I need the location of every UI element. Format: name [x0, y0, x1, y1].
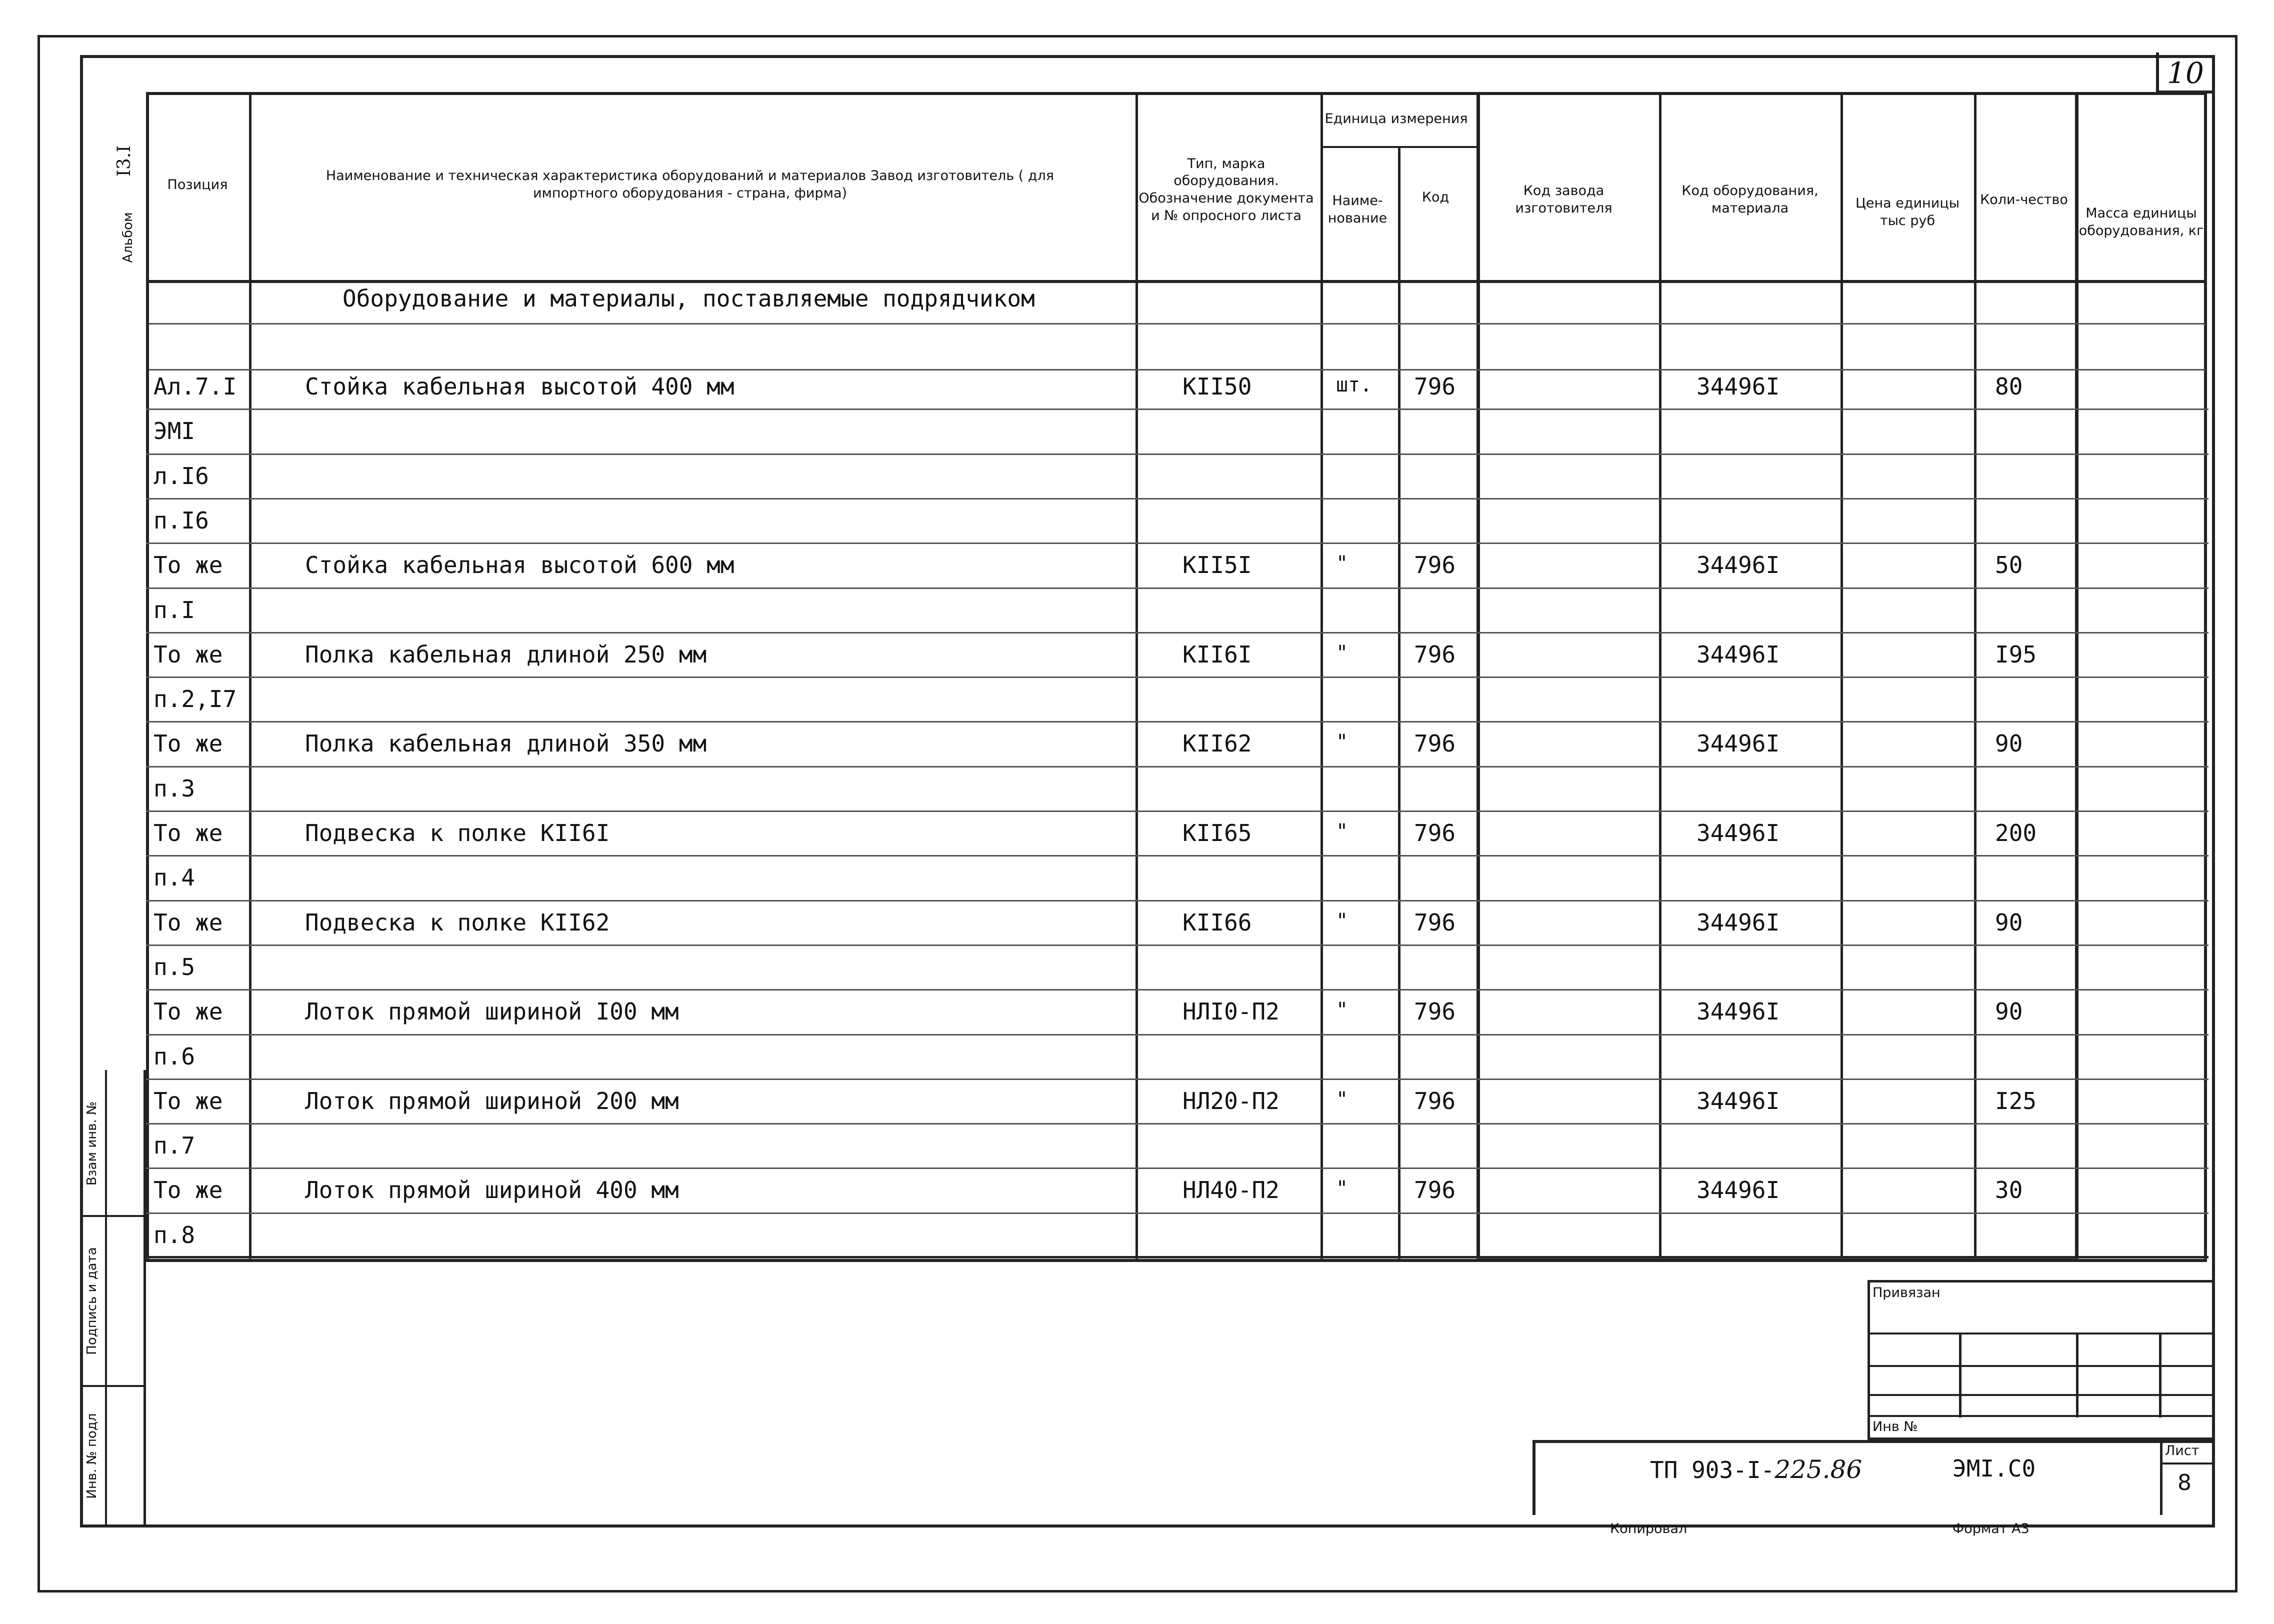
col-header-equip-code: Код оборудования, материала [1682, 183, 1818, 216]
copied-label: Копировал [1610, 1521, 1688, 1536]
row-equip-code: 34496I [1696, 640, 1780, 668]
row-name: Стойка кабельная высотой 600 мм [305, 552, 734, 579]
row-name: Лоток прямой шириной 200 мм [305, 1087, 679, 1114]
row-unit-code: 796 [1414, 552, 1456, 579]
bound-vline-1 [1959, 1332, 1962, 1418]
row-type: КII6I [1182, 640, 1252, 668]
row-position: То же [154, 640, 223, 668]
row-unit-name: " [1336, 998, 1348, 1022]
row-position: п.6 [154, 1042, 196, 1070]
section-title: Оборудование и материалы, поставляемые подрядчиком [342, 285, 1035, 312]
row-type: КII50 [1182, 373, 1252, 400]
row-qty: 200 [1995, 820, 2037, 846]
row-unit-code: 796 [1414, 730, 1456, 758]
bound-line-4 [1868, 1415, 2215, 1417]
row-position: То же [154, 998, 223, 1026]
row-name: Полка кабельная длиной 250 мм [305, 640, 707, 668]
row-equip-code: 34496I [1696, 998, 1780, 1026]
row-position: п.I [154, 596, 196, 624]
row-position: п.I6 [154, 506, 209, 534]
row-position: п.2,I7 [154, 686, 237, 713]
sheet-cell-divider [2160, 1462, 2215, 1464]
row-equip-code: 34496I [1696, 820, 1780, 846]
col-header-price: Цена единицы тыс руб [1855, 196, 1960, 228]
row-qty: 30 [1995, 1176, 2023, 1204]
col-header-name: Наименование и техническая характеристика оборудований и материалов Завод изготовитель ( для импортного оборудования - страна, фирма) [326, 168, 1054, 201]
bound-line-3 [1868, 1394, 2215, 1396]
row-qty: I95 [1995, 640, 2037, 668]
row-line [146, 454, 2208, 455]
row-line [146, 632, 2208, 634]
row-type: КII66 [1182, 908, 1252, 936]
col-header-unit-code: Код [1422, 189, 1450, 205]
row-position: Ал.7.I [154, 373, 237, 400]
row-type: НЛ40-П2 [1182, 1176, 1280, 1204]
row-unit-name: " [1336, 641, 1348, 664]
row-type: КII62 [1182, 730, 1252, 758]
sheet-label: Лист [2165, 1443, 2200, 1458]
col-header-type: Тип, марка оборудования. Обозначение документа и № опросного листа [1138, 156, 1314, 224]
row-equip-code: 34496I [1696, 373, 1780, 400]
row-position: ЭМI [154, 418, 196, 445]
row-unit-name: " [1336, 1088, 1348, 1111]
row-equip-code: 34496I [1696, 908, 1780, 936]
row-line-1 [149, 323, 2205, 324]
row-unit-code: 796 [1414, 908, 1456, 936]
row-unit-name: " [1336, 820, 1348, 843]
row-position: п.8 [154, 1221, 196, 1248]
row-name: Лоток прямой шириной 400 мм [305, 1176, 679, 1204]
row-name: Подвеска к полке КII6I [305, 820, 610, 846]
row-unit-code: 796 [1414, 373, 1456, 400]
row-position: п.3 [154, 774, 196, 802]
sheet-number: 10 [2167, 56, 2204, 90]
row-line [146, 989, 2208, 990]
row-line [146, 498, 2208, 500]
inv-orig-label: Инв. № подл [84, 1413, 100, 1499]
row-unit-name: " [1336, 1177, 1348, 1200]
row-qty: 90 [1995, 998, 2023, 1026]
row-equip-code: 34496I [1696, 1176, 1780, 1204]
row-line-2 [149, 369, 2205, 370]
bound-vline-2 [2076, 1332, 2078, 1418]
doc-code-hand: 225.86 [1774, 1455, 1862, 1484]
row-line [146, 944, 2208, 946]
col-header-plant-code: Код завода изготовителя [1515, 183, 1612, 216]
row-qty: 90 [1995, 908, 2023, 936]
row-name: Подвеска к полке КII62 [305, 908, 610, 936]
row-line [146, 766, 2208, 768]
row-line [146, 542, 2208, 544]
album-label: Альбом [120, 212, 136, 263]
inv-replace-label: Взам инв. № [84, 1101, 100, 1186]
col-header-unit-group: Единица измерения [1324, 110, 1468, 126]
row-unit-code: 796 [1414, 998, 1456, 1026]
sign-date-label: Подпись и дата [84, 1247, 100, 1355]
row-unit-code: 796 [1414, 1087, 1456, 1114]
row-position: То же [154, 730, 223, 758]
row-type: НЛI0-П2 [1182, 998, 1280, 1026]
row-position: То же [154, 1176, 223, 1204]
row-equip-code: 34496I [1696, 1087, 1780, 1114]
row-qty: 50 [1995, 552, 2023, 579]
inv-label: Инв № [1872, 1419, 1918, 1434]
col-header-qty: Коли-чество [1980, 192, 2068, 208]
row-type: КII5I [1182, 552, 1252, 579]
row-position: п.5 [154, 953, 196, 980]
bound-line-2 [1868, 1365, 2215, 1367]
row-type: КII65 [1182, 820, 1252, 846]
doc-code [1650, 1455, 1862, 1484]
bound-label: Привязан [1872, 1285, 1940, 1300]
doc-code-typed: ТП 903-I- [1650, 1456, 1775, 1484]
row-position: п.4 [154, 864, 196, 892]
row-equip-code: 34496I [1696, 552, 1780, 579]
row-name: Лоток прямой шириной I00 мм [305, 998, 679, 1026]
row-unit-name: " [1336, 730, 1348, 754]
row-unit-name: " [1336, 909, 1348, 932]
row-qty: I25 [1995, 1087, 2037, 1114]
doc-mark: ЭМI.С0 [1952, 1455, 2036, 1482]
row-unit-code: 796 [1414, 820, 1456, 846]
code-heavy-top [1476, 280, 2076, 283]
sheet-value: 8 [2178, 1470, 2192, 1496]
row-position: То же [154, 908, 223, 936]
row-name: Полка кабельная длиной 350 мм [305, 730, 707, 758]
row-unit-code: 796 [1414, 640, 1456, 668]
row-type: НЛ20-П2 [1182, 1087, 1280, 1114]
col-header-unit-name: Наиме-нование [1328, 193, 1388, 226]
row-name: Стойка кабельная высотой 400 мм [305, 373, 734, 400]
row-position: То же [154, 820, 223, 846]
row-position: То же [154, 552, 223, 579]
row-line [146, 810, 2208, 812]
row-qty: 80 [1995, 373, 2023, 400]
row-position: То же [154, 1087, 223, 1114]
row-unit-code: 796 [1414, 1176, 1456, 1204]
title-block-main [1532, 1440, 2215, 1515]
side-stamp-inner-line [105, 1070, 107, 1528]
row-position: л.I6 [154, 462, 209, 490]
row-line [146, 588, 2208, 589]
col-header-position: Позиция [167, 176, 228, 192]
row-line [146, 1168, 2208, 1169]
table-bottom-rule [146, 1256, 2208, 1258]
col-line-4 [1398, 146, 1400, 1260]
side-stamp-divider-1 [80, 1215, 146, 1217]
row-line [146, 855, 2208, 856]
row-line [146, 721, 2208, 722]
row-line [146, 408, 2208, 410]
row-line [146, 1034, 2208, 1036]
bound-line-1 [1868, 1332, 2215, 1334]
row-unit-name: " [1336, 552, 1348, 576]
row-line [146, 1078, 2208, 1080]
row-line [146, 676, 2208, 678]
album-value: I3.I [114, 145, 134, 177]
bound-vline-3 [2159, 1332, 2162, 1418]
row-equip-code: 34496I [1696, 730, 1780, 758]
row-line [146, 900, 2208, 902]
row-line [146, 1212, 2208, 1214]
row-qty: 90 [1995, 730, 2023, 758]
row-line [146, 1123, 2208, 1124]
format-label: Формат А3 [1952, 1521, 2030, 1536]
row-unit-name: шт. [1336, 374, 1372, 396]
row-position: п.7 [154, 1132, 196, 1160]
col-header-mass: Масса единицы оборудования, кг [2078, 206, 2204, 238]
